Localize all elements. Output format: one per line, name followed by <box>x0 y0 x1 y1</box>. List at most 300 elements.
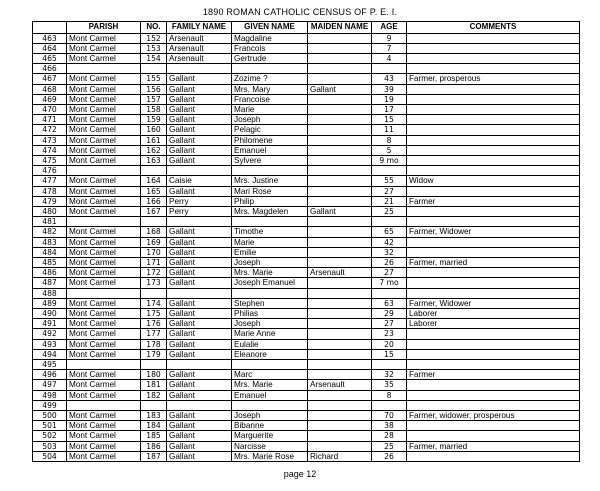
comments-cell <box>407 400 580 410</box>
census-body <box>33 33 580 462</box>
age-cell: 9 mo <box>372 155 407 165</box>
household-no-cell: 161 <box>141 135 167 145</box>
line-number-cell: 491 <box>33 319 67 329</box>
given-name-cell: Joseph <box>232 257 308 267</box>
family-name-cell: Gallant <box>167 390 232 400</box>
age-cell: 65 <box>372 227 407 237</box>
age-cell: 70 <box>372 411 407 421</box>
given-name-cell: Francois <box>232 43 308 53</box>
family-name-cell: Gallant <box>167 329 232 339</box>
line-number-cell: 472 <box>33 125 67 135</box>
line-number-cell: 471 <box>33 115 67 125</box>
age-cell: 38 <box>372 421 407 431</box>
table-row <box>33 104 580 114</box>
family-name-cell: Gallant <box>167 115 232 125</box>
line-number-cell: 478 <box>33 186 67 196</box>
table-row <box>33 390 580 400</box>
household-no-cell <box>141 400 167 410</box>
table-row <box>33 176 580 186</box>
table-row <box>33 329 580 339</box>
household-no-cell: 157 <box>141 94 167 104</box>
household-no-cell: 164 <box>141 176 167 186</box>
maiden-name-cell: Arsenault <box>308 268 372 278</box>
parish-cell: Mont Carmel <box>67 145 141 155</box>
parish-cell <box>67 400 141 410</box>
given-name-cell: Mrs. Justine <box>232 176 308 186</box>
table-row <box>33 84 580 94</box>
table-row <box>33 298 580 308</box>
table-row <box>33 319 580 329</box>
line-number-cell: 483 <box>33 237 67 247</box>
line-number-cell: 482 <box>33 227 67 237</box>
maiden-name-cell <box>308 298 372 308</box>
given-name-cell: Eulalie <box>232 339 308 349</box>
household-no-cell: 172 <box>141 268 167 278</box>
table-row <box>33 370 580 380</box>
household-no-cell <box>141 217 167 227</box>
maiden-name-cell <box>308 237 372 247</box>
header-row <box>33 22 580 34</box>
given-name-cell: Francoise <box>232 94 308 104</box>
table-row <box>33 53 580 63</box>
table-row <box>33 196 580 206</box>
comments-cell <box>407 217 580 227</box>
family-name-cell: Gallant <box>167 431 232 441</box>
comments-cell: Laborer <box>407 308 580 318</box>
table-row <box>33 308 580 318</box>
parish-cell: Mont Carmel <box>67 441 141 451</box>
maiden-name-cell: Gallant <box>308 84 372 94</box>
parish-cell: Mont Carmel <box>67 451 141 461</box>
household-no-cell <box>141 288 167 298</box>
comments-cell <box>407 421 580 431</box>
given-name-cell: Mrs. Marie Rose <box>232 451 308 461</box>
maiden-name-cell <box>308 411 372 421</box>
comments-cell <box>407 125 580 135</box>
household-no-cell: 184 <box>141 421 167 431</box>
household-no-cell: 154 <box>141 53 167 63</box>
parish-cell: Mont Carmel <box>67 257 141 267</box>
family-name-cell: Gallant <box>167 298 232 308</box>
household-no-cell: 170 <box>141 247 167 257</box>
line-number-cell: 480 <box>33 206 67 216</box>
maiden-name-cell <box>308 94 372 104</box>
age-cell: 29 <box>372 308 407 318</box>
household-no-cell: 169 <box>141 237 167 247</box>
comments-cell <box>407 135 580 145</box>
age-cell: 8 <box>372 135 407 145</box>
column-header-parish: PARISH <box>67 22 141 34</box>
given-name-cell: Marie Anne <box>232 329 308 339</box>
given-name-cell: Mrs. Magdelen <box>232 206 308 216</box>
given-name-cell: Philip <box>232 196 308 206</box>
family-name-cell: Gallant <box>167 145 232 155</box>
comments-cell <box>407 104 580 114</box>
maiden-name-cell <box>308 33 372 43</box>
parish-cell: Mont Carmel <box>67 339 141 349</box>
given-name-cell: Mari Rose <box>232 186 308 196</box>
table-row <box>33 166 580 176</box>
comments-cell <box>407 206 580 216</box>
line-number-cell: 465 <box>33 53 67 63</box>
comments-cell <box>407 329 580 339</box>
table-row <box>33 431 580 441</box>
family-name-cell: Arsenault <box>167 33 232 43</box>
given-name-cell: Gertrude <box>232 53 308 63</box>
comments-cell <box>407 390 580 400</box>
comments-cell: Farmer, widower, prosperous <box>407 411 580 421</box>
column-header-family-name: FAMILY NAME <box>167 22 232 34</box>
family-name-cell: Caisie <box>167 176 232 186</box>
age-cell: 17 <box>372 104 407 114</box>
maiden-name-cell <box>308 360 372 370</box>
line-number-cell: 497 <box>33 380 67 390</box>
maiden-name-cell <box>308 115 372 125</box>
line-number-cell: 484 <box>33 247 67 257</box>
comments-cell: Farmer, Widower <box>407 298 580 308</box>
household-no-cell: 186 <box>141 441 167 451</box>
family-name-cell: Gallant <box>167 441 232 451</box>
comments-cell: Farmer, married <box>407 441 580 451</box>
household-no-cell: 176 <box>141 319 167 329</box>
comments-cell <box>407 84 580 94</box>
age-cell: 4 <box>372 53 407 63</box>
line-number-cell: 488 <box>33 288 67 298</box>
line-number-cell: 475 <box>33 155 67 165</box>
comments-cell <box>407 288 580 298</box>
household-no-cell: 155 <box>141 74 167 84</box>
table-row <box>33 268 580 278</box>
age-cell: 28 <box>372 431 407 441</box>
maiden-name-cell <box>308 53 372 63</box>
maiden-name-cell <box>308 176 372 186</box>
parish-cell: Mont Carmel <box>67 115 141 125</box>
age-cell: 15 <box>372 115 407 125</box>
parish-cell: Mont Carmel <box>67 380 141 390</box>
household-no-cell <box>141 64 167 74</box>
maiden-name-cell <box>308 43 372 53</box>
comments-cell <box>407 145 580 155</box>
given-name-cell: Pelagic <box>232 125 308 135</box>
given-name-cell: Mrs. Marie <box>232 380 308 390</box>
line-number-cell: 495 <box>33 360 67 370</box>
given-name-cell <box>232 288 308 298</box>
household-no-cell: 163 <box>141 155 167 165</box>
page-number: page 12 <box>283 469 317 479</box>
family-name-cell: Gallant <box>167 84 232 94</box>
comments-cell <box>407 115 580 125</box>
household-no-cell <box>141 166 167 176</box>
comments-cell <box>407 431 580 441</box>
maiden-name-cell <box>308 186 372 196</box>
household-no-cell: 187 <box>141 451 167 461</box>
column-header-maiden-name: MAIDEN NAME <box>308 22 372 34</box>
parish-cell: Mont Carmel <box>67 227 141 237</box>
parish-cell: Mont Carmel <box>67 370 141 380</box>
parish-cell: Mont Carmel <box>67 125 141 135</box>
household-no-cell: 160 <box>141 125 167 135</box>
parish-cell: Mont Carmel <box>67 421 141 431</box>
comments-cell <box>407 349 580 359</box>
given-name-cell: Narcisse <box>232 441 308 451</box>
table-row <box>33 155 580 165</box>
household-no-cell: 175 <box>141 308 167 318</box>
age-cell: 55 <box>372 176 407 186</box>
family-name-cell <box>167 360 232 370</box>
family-name-cell: Perry <box>167 196 232 206</box>
family-name-cell: Gallant <box>167 257 232 267</box>
line-number-cell: 468 <box>33 84 67 94</box>
line-number-cell: 481 <box>33 217 67 227</box>
given-name-cell: Philias <box>232 308 308 318</box>
given-name-cell: Joseph <box>232 319 308 329</box>
maiden-name-cell <box>308 370 372 380</box>
given-name-cell <box>232 166 308 176</box>
age-cell <box>372 360 407 370</box>
column-header-no: NO. <box>141 22 167 34</box>
given-name-cell: Marie <box>232 104 308 114</box>
family-name-cell: Gallant <box>167 155 232 165</box>
line-number-cell: 476 <box>33 166 67 176</box>
household-no-cell: 182 <box>141 390 167 400</box>
table-row <box>33 441 580 451</box>
parish-cell: Mont Carmel <box>67 135 141 145</box>
age-cell: 5 <box>372 145 407 155</box>
comments-cell <box>407 278 580 288</box>
maiden-name-cell <box>308 135 372 145</box>
table-row <box>33 339 580 349</box>
given-name-cell: Emilie <box>232 247 308 257</box>
table-row <box>33 74 580 84</box>
age-cell: 26 <box>372 451 407 461</box>
parish-cell: Mont Carmel <box>67 206 141 216</box>
family-name-cell: Gallant <box>167 451 232 461</box>
comments-cell <box>407 237 580 247</box>
family-name-cell: Gallant <box>167 349 232 359</box>
household-no-cell: 165 <box>141 186 167 196</box>
line-number-cell: 470 <box>33 104 67 114</box>
comments-cell <box>407 360 580 370</box>
household-no-cell: 152 <box>141 33 167 43</box>
comments-cell <box>407 33 580 43</box>
household-no-cell: 156 <box>141 84 167 94</box>
comments-cell: Farmer <box>407 196 580 206</box>
family-name-cell: Arsenault <box>167 43 232 53</box>
line-number-cell: 500 <box>33 411 67 421</box>
maiden-name-cell <box>308 278 372 288</box>
given-name-cell: Sylvere <box>232 155 308 165</box>
comments-cell: Laborer <box>407 319 580 329</box>
maiden-name-cell <box>308 64 372 74</box>
comments-cell <box>407 186 580 196</box>
family-name-cell: Gallant <box>167 308 232 318</box>
maiden-name-cell <box>308 400 372 410</box>
age-cell: 27 <box>372 268 407 278</box>
age-cell: 35 <box>372 380 407 390</box>
maiden-name-cell <box>308 308 372 318</box>
age-cell: 63 <box>372 298 407 308</box>
parish-cell: Mont Carmel <box>67 247 141 257</box>
age-cell <box>372 166 407 176</box>
given-name-cell: Timothe <box>232 227 308 237</box>
age-cell: 9 <box>372 33 407 43</box>
comments-cell <box>407 155 580 165</box>
given-name-cell: Joseph <box>232 411 308 421</box>
given-name-cell <box>232 64 308 74</box>
household-no-cell: 166 <box>141 196 167 206</box>
age-cell <box>372 400 407 410</box>
maiden-name-cell <box>308 257 372 267</box>
table-row <box>33 94 580 104</box>
table-row <box>33 421 580 431</box>
parish-cell: Mont Carmel <box>67 196 141 206</box>
family-name-cell <box>167 400 232 410</box>
maiden-name-cell <box>308 390 372 400</box>
table-row <box>33 288 580 298</box>
household-no-cell: 174 <box>141 298 167 308</box>
age-cell: 19 <box>372 94 407 104</box>
age-cell: 7 mo <box>372 278 407 288</box>
given-name-cell: Eleanore <box>232 349 308 359</box>
age-cell: 25 <box>372 441 407 451</box>
age-cell: 42 <box>372 237 407 247</box>
parish-cell: Mont Carmel <box>67 176 141 186</box>
household-no-cell: 171 <box>141 257 167 267</box>
comments-cell: Farmer, Widower <box>407 227 580 237</box>
household-no-cell: 167 <box>141 206 167 216</box>
maiden-name-cell <box>308 217 372 227</box>
household-no-cell <box>141 360 167 370</box>
line-number-cell: 464 <box>33 43 67 53</box>
given-name-cell: Joseph <box>232 115 308 125</box>
household-no-cell: 178 <box>141 339 167 349</box>
given-name-cell: Emanuel <box>232 145 308 155</box>
given-name-cell <box>232 217 308 227</box>
parish-cell: Mont Carmel <box>67 43 141 53</box>
line-number-cell: 477 <box>33 176 67 186</box>
comments-cell: Farmer <box>407 370 580 380</box>
comments-cell <box>407 339 580 349</box>
parish-cell <box>67 360 141 370</box>
given-name-cell: Bibanne <box>232 421 308 431</box>
comments-cell: Farmer, married <box>407 257 580 267</box>
maiden-name-cell <box>308 288 372 298</box>
line-number-cell: 466 <box>33 64 67 74</box>
line-number-cell: 499 <box>33 400 67 410</box>
family-name-cell: Gallant <box>167 421 232 431</box>
comments-cell <box>407 64 580 74</box>
family-name-cell: Gallant <box>167 135 232 145</box>
family-name-cell: Arsenault <box>167 53 232 63</box>
column-header-line <box>33 22 67 34</box>
family-name-cell <box>167 217 232 227</box>
age-cell: 7 <box>372 43 407 53</box>
table-row <box>33 411 580 421</box>
maiden-name-cell <box>308 441 372 451</box>
comments-cell <box>407 94 580 104</box>
parish-cell <box>67 64 141 74</box>
table-row <box>33 257 580 267</box>
household-no-cell: 153 <box>141 43 167 53</box>
household-no-cell: 180 <box>141 370 167 380</box>
parish-cell <box>67 166 141 176</box>
age-cell: 21 <box>372 196 407 206</box>
maiden-name-cell <box>308 349 372 359</box>
table-row <box>33 227 580 237</box>
table-row <box>33 33 580 43</box>
family-name-cell: Gallant <box>167 227 232 237</box>
family-name-cell: Gallant <box>167 319 232 329</box>
table-row <box>33 380 580 390</box>
parish-cell: Mont Carmel <box>67 84 141 94</box>
age-cell: 8 <box>372 390 407 400</box>
family-name-cell <box>167 288 232 298</box>
line-number-cell: 467 <box>33 74 67 84</box>
maiden-name-cell <box>308 145 372 155</box>
given-name-cell: Joseph Emanuel <box>232 278 308 288</box>
table-row <box>33 115 580 125</box>
family-name-cell: Gallant <box>167 247 232 257</box>
comments-cell <box>407 451 580 461</box>
family-name-cell: Gallant <box>167 339 232 349</box>
table-row <box>33 125 580 135</box>
line-number-cell: 490 <box>33 308 67 318</box>
family-name-cell: Gallant <box>167 104 232 114</box>
age-cell: 43 <box>372 74 407 84</box>
parish-cell: Mont Carmel <box>67 319 141 329</box>
line-number-cell: 485 <box>33 257 67 267</box>
parish-cell: Mont Carmel <box>67 329 141 339</box>
line-number-cell: 489 <box>33 298 67 308</box>
parish-cell: Mont Carmel <box>67 74 141 84</box>
maiden-name-cell <box>308 125 372 135</box>
line-number-cell: 479 <box>33 196 67 206</box>
line-number-cell: 487 <box>33 278 67 288</box>
household-no-cell: 173 <box>141 278 167 288</box>
age-cell: 11 <box>372 125 407 135</box>
comments-cell <box>407 247 580 257</box>
household-no-cell: 185 <box>141 431 167 441</box>
age-cell: 32 <box>372 370 407 380</box>
comments-cell <box>407 380 580 390</box>
parish-cell: Mont Carmel <box>67 53 141 63</box>
column-header-comments: COMMENTS <box>407 22 580 34</box>
table-row <box>33 451 580 461</box>
household-no-cell: 183 <box>141 411 167 421</box>
column-header-given-name: GIVEN NAME <box>232 22 308 34</box>
line-number-cell: 504 <box>33 451 67 461</box>
family-name-cell: Perry <box>167 206 232 216</box>
family-name-cell: Gallant <box>167 411 232 421</box>
table-row <box>33 400 580 410</box>
table-row <box>33 43 580 53</box>
maiden-name-cell <box>308 227 372 237</box>
family-name-cell <box>167 166 232 176</box>
parish-cell: Mont Carmel <box>67 308 141 318</box>
age-cell: 27 <box>372 319 407 329</box>
age-cell: 15 <box>372 349 407 359</box>
maiden-name-cell: Gallant <box>308 206 372 216</box>
line-number-cell: 463 <box>33 33 67 43</box>
family-name-cell: Gallant <box>167 380 232 390</box>
line-number-cell: 496 <box>33 370 67 380</box>
family-name-cell <box>167 64 232 74</box>
age-cell: 27 <box>372 186 407 196</box>
comments-cell: Farmer, prosperous <box>407 74 580 84</box>
family-name-cell: Gallant <box>167 94 232 104</box>
given-name-cell: Emanuel <box>232 390 308 400</box>
age-cell: 20 <box>372 339 407 349</box>
